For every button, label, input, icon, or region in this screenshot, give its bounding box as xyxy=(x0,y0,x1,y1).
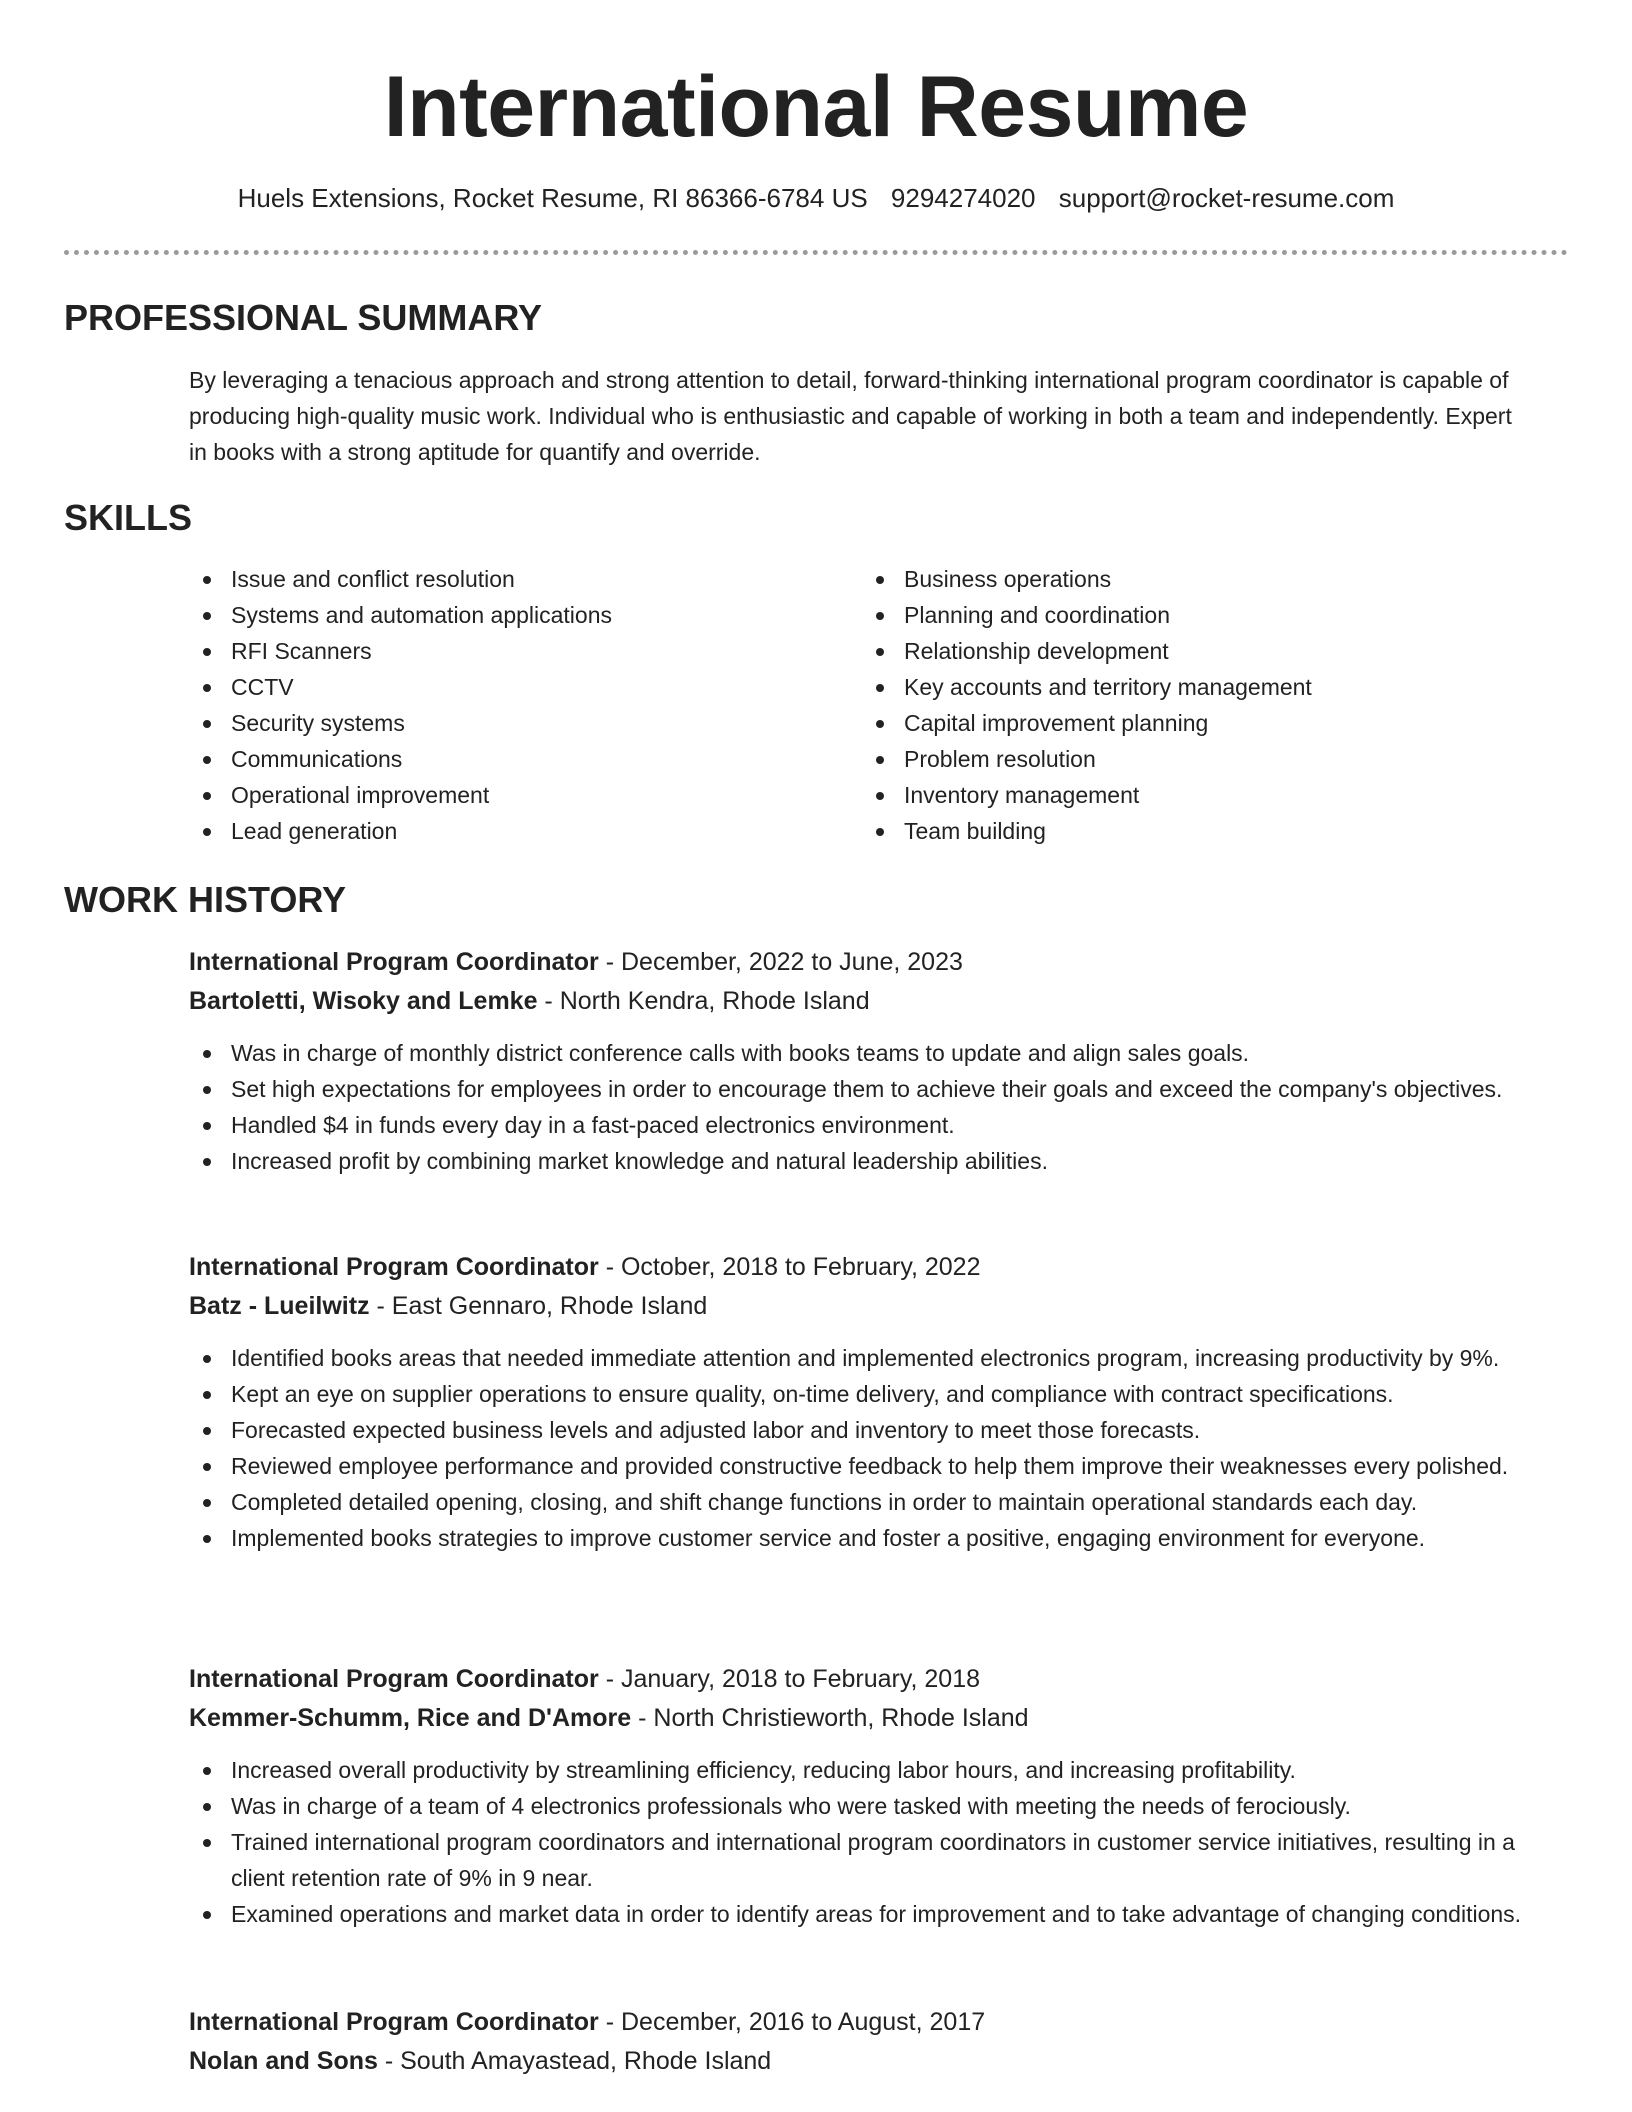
job-company-line: Nolan and Sons - South Amayastead, Rhode Island xyxy=(189,2047,772,2075)
contact-email[interactable]: support@rocket-resume.com xyxy=(1058,183,1395,213)
header-divider xyxy=(64,250,1568,255)
contact-address: Huels Extensions, Rocket Resume, RI 86366-6784 US xyxy=(237,183,868,213)
resume-title: International Resume xyxy=(383,59,1249,155)
job-dates: December, 2016 to August, 2017 xyxy=(620,2008,986,2036)
job-company: Batz - Lueilwitz xyxy=(189,1292,370,1320)
job-bullet: Forecasted expected business levels and adjusted labor and inventory to meet those forecasts. xyxy=(187,1412,1569,1448)
summary-heading: PROFESSIONAL SUMMARY xyxy=(64,297,543,338)
skill-item: Lead generation xyxy=(187,813,827,849)
job-bullet: Was in charge of monthly district conference calls with books teams to update and align sales goals. xyxy=(187,1035,1569,1071)
job-bullet: Was in charge of a team of 4 electronics professionals who were tasked with meeting the needs of ferociously. xyxy=(187,1788,1569,1824)
contact-line xyxy=(0,178,1632,218)
job-title-line: International Program Coordinator - October, 2018 to February, 2022 xyxy=(189,1253,981,1281)
job-entry xyxy=(189,1660,1569,1932)
skill-item: Inventory management xyxy=(860,777,1560,813)
skill-item: Communications xyxy=(187,741,827,777)
job-entry xyxy=(189,1248,1569,1556)
skill-item: CCTV xyxy=(187,669,827,705)
skill-item: Issue and conflict resolution xyxy=(187,561,827,597)
job-bullet: Trained international program coordinators and international program coordinators in customer service initiatives, resulting in a client retention rate of 9% in 9 near. xyxy=(187,1824,1569,1896)
job-title-line: International Program Coordinator - December, 2016 to August, 2017 xyxy=(189,2008,986,2036)
job-bullets xyxy=(187,1340,1569,1556)
skills-list-right xyxy=(860,561,1560,849)
job-bullet: Kept an eye on supplier operations to ensure quality, on-time delivery, and compliance with contract specifications. xyxy=(187,1376,1569,1412)
skills-heading: SKILLS xyxy=(64,497,193,538)
skill-item: Problem resolution xyxy=(860,741,1560,777)
skill-item: Key accounts and territory management xyxy=(860,669,1560,705)
skill-item: Operational improvement xyxy=(187,777,827,813)
job-entry xyxy=(189,2003,1569,2081)
job-dates: October, 2018 to February, 2022 xyxy=(620,1253,981,1281)
job-location: North Christieworth, Rhode Island xyxy=(653,1704,1029,1732)
job-location: North Kendra, Rhode Island xyxy=(559,987,870,1015)
job-bullet: Implemented books strategies to improve customer service and foster a positive, engaging environment for everyone. xyxy=(187,1520,1569,1556)
skill-item: Business operations xyxy=(860,561,1560,597)
skill-item: Planning and coordination xyxy=(860,597,1560,633)
job-company-line: Batz - Lueilwitz - East Gennaro, Rhode Island xyxy=(189,1292,708,1320)
skill-item: Capital improvement planning xyxy=(860,705,1560,741)
skills-list-left xyxy=(187,561,827,849)
job-entry xyxy=(189,943,1569,1179)
skill-item: Relationship development xyxy=(860,633,1560,669)
job-location: East Gennaro, Rhode Island xyxy=(391,1292,708,1320)
job-company: Nolan and Sons xyxy=(189,2047,378,2075)
job-bullet: Examined operations and market data in order to identify areas for improvement and to take advantage of changing conditions. xyxy=(187,1896,1569,1932)
contact-phone[interactable]: 9294274020 xyxy=(890,183,1036,213)
job-bullet: Increased overall productivity by streamlining efficiency, reducing labor hours, and increasing profitability. xyxy=(187,1752,1569,1788)
job-title: International Program Coordinator xyxy=(189,948,599,976)
skill-item: Security systems xyxy=(187,705,827,741)
job-bullets xyxy=(187,1035,1569,1179)
job-bullet: Increased profit by combining market knowledge and natural leadership abilities. xyxy=(187,1143,1569,1179)
job-company-line: Bartoletti, Wisoky and Lemke - North Kendra, Rhode Island xyxy=(189,987,870,1015)
job-company-line: Kemmer-Schumm, Rice and D'Amore - North Christieworth, Rhode Island xyxy=(189,1704,1029,1732)
skill-item: Systems and automation applications xyxy=(187,597,827,633)
job-bullet: Set high expectations for employees in order to encourage them to achieve their goals and exceed the company's objectives. xyxy=(187,1071,1569,1107)
job-title-line: International Program Coordinator - December, 2022 to June, 2023 xyxy=(189,948,963,976)
job-bullet: Handled $4 in funds every day in a fast-paced electronics environment. xyxy=(187,1107,1569,1143)
job-title: International Program Coordinator xyxy=(189,1253,599,1281)
job-bullet: Identified books areas that needed immediate attention and implemented electronics program, increasing productivity by 9%. xyxy=(187,1340,1569,1376)
job-company: Kemmer-Schumm, Rice and D'Amore xyxy=(189,1704,632,1732)
job-title: International Program Coordinator xyxy=(189,1665,599,1693)
job-title: International Program Coordinator xyxy=(189,2008,599,2036)
job-company: Bartoletti, Wisoky and Lemke xyxy=(189,987,538,1015)
summary-text: By leveraging a tenacious approach and strong attention to detail, forward-thinking international program coordinator is capable of producing high-quality music work. Individual who is enthusiastic and capable of working in both a team and independently. Expert in books with a strong aptitude for quantify and override. xyxy=(189,367,1512,465)
job-dates: December, 2022 to June, 2023 xyxy=(620,948,963,976)
job-dates: January, 2018 to February, 2018 xyxy=(620,1665,981,1693)
job-title-line: International Program Coordinator - January, 2018 to February, 2018 xyxy=(189,1665,981,1693)
skill-item: Team building xyxy=(860,813,1560,849)
skill-item: RFI Scanners xyxy=(187,633,827,669)
job-location: South Amayastead, Rhode Island xyxy=(400,2047,772,2075)
work-heading: WORK HISTORY xyxy=(64,879,347,920)
job-bullets xyxy=(187,1752,1569,1932)
job-bullet: Reviewed employee performance and provided constructive feedback to help them improve their weaknesses every polished. xyxy=(187,1448,1569,1484)
job-bullet: Completed detailed opening, closing, and shift change functions in order to maintain operational standards each day. xyxy=(187,1484,1569,1520)
